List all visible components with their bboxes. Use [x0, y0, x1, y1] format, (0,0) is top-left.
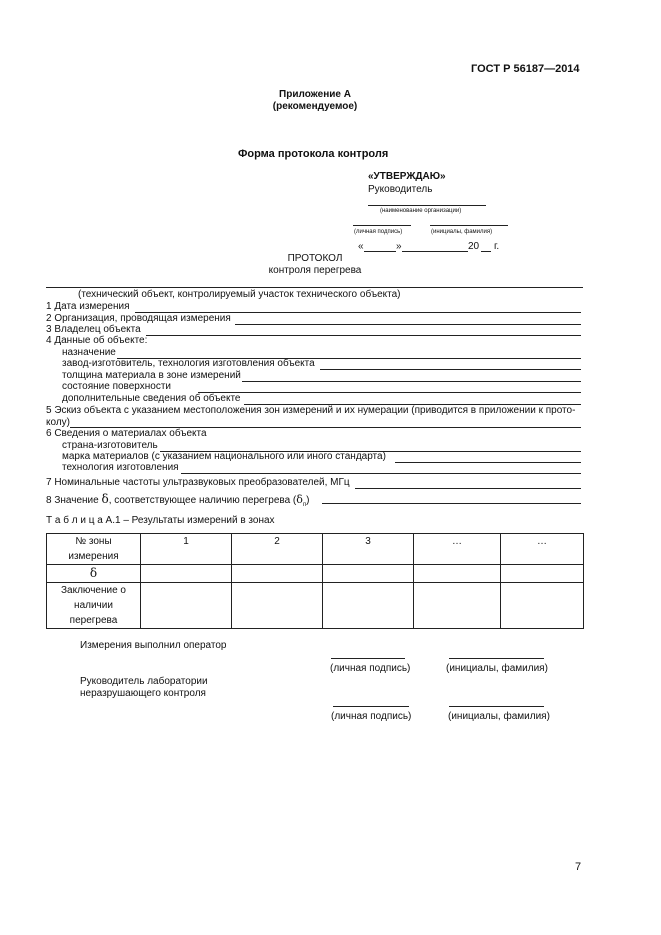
form-title: Форма протокола контроля: [238, 148, 389, 160]
approver-sign-caption: (личная подпись): [354, 229, 403, 235]
year-suffix: г.: [494, 241, 500, 252]
field-frequency-line[interactable]: [355, 488, 581, 489]
field-purpose-label: назначение: [62, 347, 116, 358]
field-country-label: страна-изготовитель: [62, 440, 158, 451]
standard-number: ГОСТ Р 56187—2014: [471, 63, 580, 75]
lab-head-label-cont: неразрушающего контроля: [80, 688, 206, 699]
conclusion-cell-1[interactable]: [141, 583, 232, 629]
object-line: [46, 287, 583, 288]
field-sketch-label: 5 Эскиз объекта с указанием местоположения зон измерений и их нумерации (приводится в приложении к прото-: [46, 405, 576, 416]
field-organization-label: 2 Организация, проводящая измерения: [46, 313, 231, 324]
delta-row-label: δ: [47, 565, 141, 583]
field-delta-line[interactable]: [322, 503, 581, 504]
conclusion-cell-5[interactable]: [501, 583, 584, 629]
date-day-line: [364, 251, 396, 252]
field-grade-label: марка материалов (с указанием национального или иного стандарта): [62, 451, 386, 462]
delta-label-suffix: ): [306, 495, 310, 506]
delta-label-prefix: 8 Значение: [46, 495, 99, 506]
protocol-subtitle: контроля перегрева: [268, 265, 362, 276]
field-owner-label: 3 Владелец объекта: [46, 324, 141, 335]
delta-cell-4[interactable]: [414, 565, 501, 583]
lab-head-label: Руководитель лаборатории: [80, 676, 208, 687]
lab-head-name-caption: (инициалы, фамилия): [448, 711, 550, 722]
results-table: [46, 533, 584, 629]
delta-subscript: п: [302, 502, 307, 508]
lab-head-sign-caption: (личная подпись): [331, 711, 412, 722]
date-close-quote: »: [396, 241, 402, 252]
zone-number-header: № зоны измерения: [47, 534, 141, 565]
organization-line: [368, 205, 486, 206]
conclusion-cell-3[interactable]: [323, 583, 414, 629]
approver-name-line: [430, 225, 508, 226]
field-manufacturer-label: завод-изготовитель, технология изготовления объекта: [62, 358, 315, 369]
operator-sign-line[interactable]: [331, 658, 405, 659]
operator-sign-caption: (личная подпись): [330, 663, 411, 674]
operator-name-line[interactable]: [449, 658, 544, 659]
field-organization-line[interactable]: [235, 324, 581, 325]
field-grade-line[interactable]: [395, 462, 581, 463]
field-thickness-line[interactable]: [242, 381, 581, 382]
field-owner-line[interactable]: [146, 335, 581, 336]
field-sketch-label-cont: колу): [46, 417, 70, 428]
field-date-label: 1 Дата измерения: [46, 301, 130, 312]
table-row-zones: [47, 534, 584, 565]
field-surface-line[interactable]: [198, 392, 581, 393]
field-manufacturer-line[interactable]: [320, 369, 581, 370]
year-prefix: 20: [468, 241, 480, 252]
lab-head-name-line[interactable]: [449, 706, 544, 707]
approver-sign-line: [353, 225, 411, 226]
zone-col-3: 3: [323, 534, 414, 565]
table-caption: Т а б л и ц а А.1 – Результаты измерений в зонах: [46, 515, 275, 526]
zone-col-2: 2: [232, 534, 323, 565]
field-additional-label: дополнительные сведения об объекте: [62, 393, 241, 404]
field-surface-label: состояние поверхности: [62, 381, 172, 392]
delta-cell-2[interactable]: [232, 565, 323, 583]
delta-cell-1[interactable]: [141, 565, 232, 583]
zone-col-1: 1: [141, 534, 232, 565]
zone-col-4: …: [414, 534, 501, 565]
head-label: Руководитель: [368, 184, 433, 195]
conclusion-cell-4[interactable]: [414, 583, 501, 629]
conclusion-cell-2[interactable]: [232, 583, 323, 629]
page-number: 7: [575, 861, 582, 873]
field-thickness-label: толщина материала в зоне измерений: [62, 370, 241, 381]
field-frequency-label: 7 Номинальные частоты ультразвуковых преобразователей, МГц: [46, 477, 350, 488]
delta-symbol: δ: [101, 492, 109, 506]
approver-name-caption: (инициалы, фамилия): [431, 229, 493, 235]
delta-cell-5[interactable]: [501, 565, 584, 583]
delta-label-middle: , соответствующее наличию перегрева (: [108, 495, 297, 506]
lab-head-sign-line[interactable]: [333, 706, 409, 707]
field-technology-line[interactable]: [181, 473, 581, 474]
field-technology-label: технология изготовления: [62, 462, 179, 473]
field-object-data-label: 4 Данные об объекте:: [46, 335, 148, 346]
field-delta-label: [46, 492, 309, 508]
table-row-delta: [47, 565, 584, 583]
object-caption: (технический объект, контролируемый участок технического объекта): [78, 289, 401, 300]
protocol-title: ПРОТОКОЛ: [287, 253, 343, 264]
delta-symbol-2: δ: [296, 493, 303, 506]
date-month-line: [402, 251, 468, 252]
approve-label: «УТВЕРЖДАЮ»: [368, 171, 446, 182]
appendix-subtitle: (рекомендуемое): [272, 101, 358, 112]
zone-col-5: …: [501, 534, 584, 565]
table-row-conclusion: [47, 583, 584, 629]
conclusion-row-label: Заключение о наличии перегрева: [47, 583, 141, 629]
operator-label: Измерения выполнил оператор: [80, 640, 227, 651]
field-materials-label: 6 Сведения о материалах объекта: [46, 428, 207, 439]
delta-cell-3[interactable]: [323, 565, 414, 583]
year-line: [481, 251, 491, 252]
operator-name-caption: (инициалы, фамилия): [446, 663, 548, 674]
appendix-title: Приложение А: [279, 89, 351, 100]
date-open-quote: «: [358, 241, 364, 252]
organization-caption: (наименование организации): [380, 208, 462, 214]
